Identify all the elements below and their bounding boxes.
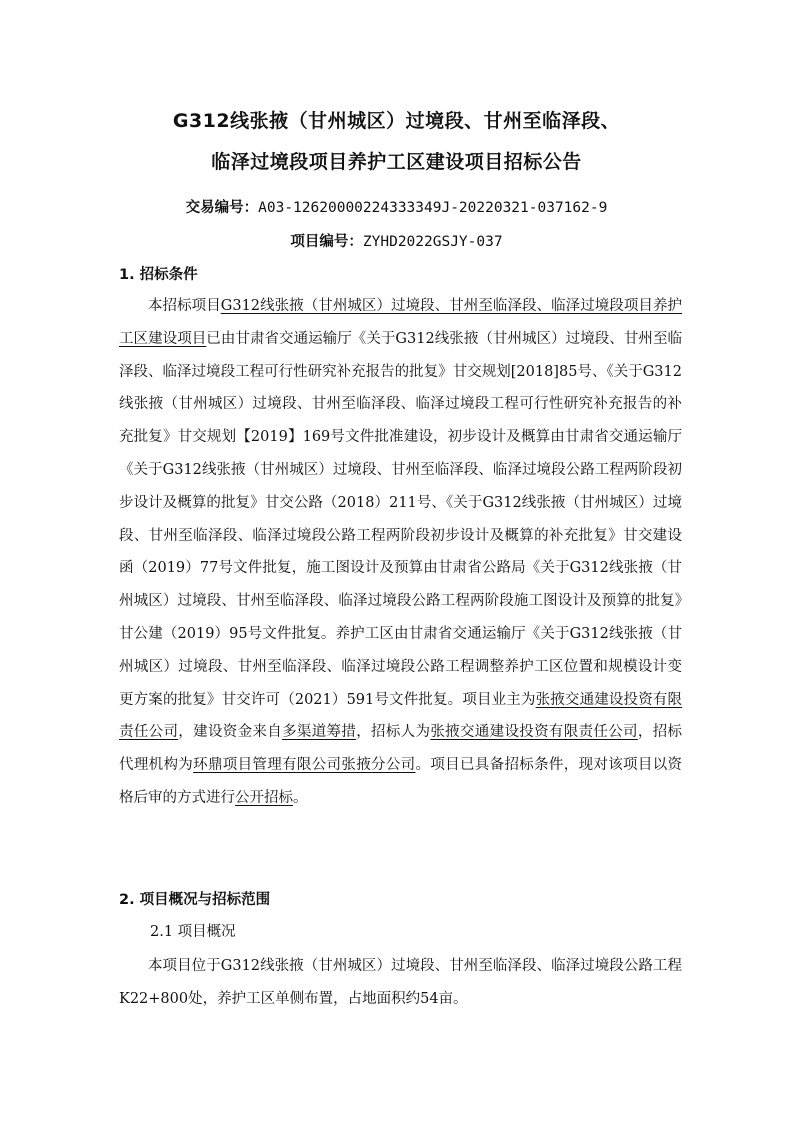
section-1-paragraph (119, 290, 682, 815)
title-line-1: G312线张掖（甘州城区）过境段、甘州至临泽段、 (172, 110, 621, 132)
section-2-heading: 2. 项目概况与招标范围 (119, 892, 271, 908)
title-line-2: 临泽过境段项目养护工区建设项目招标公告 (211, 151, 582, 173)
paragraph-text: ，招标代理机构为 (119, 724, 683, 774)
paragraph-text: ，建设资金来自 (178, 724, 283, 741)
paragraph-text: 本招标项目 (148, 298, 221, 314)
project-owner: 张掖交通建设投资有限责任公司 (119, 691, 683, 741)
project-number-label: 项目编号： (290, 234, 363, 250)
transaction-number-value: A03-12620000224333349J-20220321-037162-9 (258, 200, 608, 216)
section-2-1-heading: 2.1 项目概况 (150, 924, 236, 940)
tender-method: 公开招标 (235, 789, 293, 806)
tender-agent: 环鼎项目管理有限公司张掖分公司 (193, 757, 416, 774)
transaction-number (0, 196, 793, 217)
transaction-number-label: 交易编号： (185, 200, 259, 216)
project-number-value: ZYHD2022GSJY-037 (362, 234, 503, 250)
section-1-heading: 1. 招标条件 (119, 267, 198, 283)
paragraph-text: 。 (293, 789, 308, 806)
paragraph-text: 已由甘肃省交通运输厅《关于G312线张掖（甘州城区）过境段、甘州至临泽段、临泽过境段工程可行性研究补充报告的批复》甘交规划[2018]85号、《关于G312线张掖（甘州城区）过境段、甘州至临泽段、临泽过境段工程可行性研究补充报告的补充批复》甘交规划【2019】169号文件批准建设，初步设计及概算由甘肃省交通运输厅《关于G312线张掖（甘州城区）过境段、甘州至临泽段、临泽过境段公路工程两阶段初步设计及概算的批复》甘交公路（2018）211号、《关于G312线张掖（甘州城区）过境段、甘州至临泽段、临泽过境段公路工程两阶段初步设计及概算的补充批复》甘交建设函（2019）77号文件批复，施工图设计及预算由甘肃省公路局《关于G312线张掖（甘州城区）过境段、甘州至临泽段、临泽过境段公路工程两阶段施工图设计及预算的批复》甘公建（2019）95号文件批复。养护工区由甘肃省交通运输厅《关于G312线张掖（甘州城区）过境段、甘州至临泽段、临泽过境段公路工程调整养护工区位置和规模设计变更方案的批复》甘交许可（2021）591号文件批复。项目业主为 (119, 330, 682, 708)
section-2-1-paragraph: 本项目位于G312线张掖（甘州城区）过境段、甘州至临泽段、临泽过境段公路工程K22+800处，养护工区单侧布置，占地面积约54亩。 (119, 958, 682, 1007)
paragraph-text: 。项目已具备招标条件，现对该项目以资格后审的方式进行 (119, 757, 683, 806)
paragraph-text: ，招标人为 (356, 724, 431, 741)
tenderer: 张掖交通建设投资有限责任公司 (430, 724, 638, 741)
funding-source: 多渠道筹措 (282, 724, 357, 741)
project-name: G312线张掖（甘州城区）过境段、甘州至临泽段、临泽过境段项目养护工区建设项目 (119, 298, 683, 347)
project-number (0, 230, 793, 251)
